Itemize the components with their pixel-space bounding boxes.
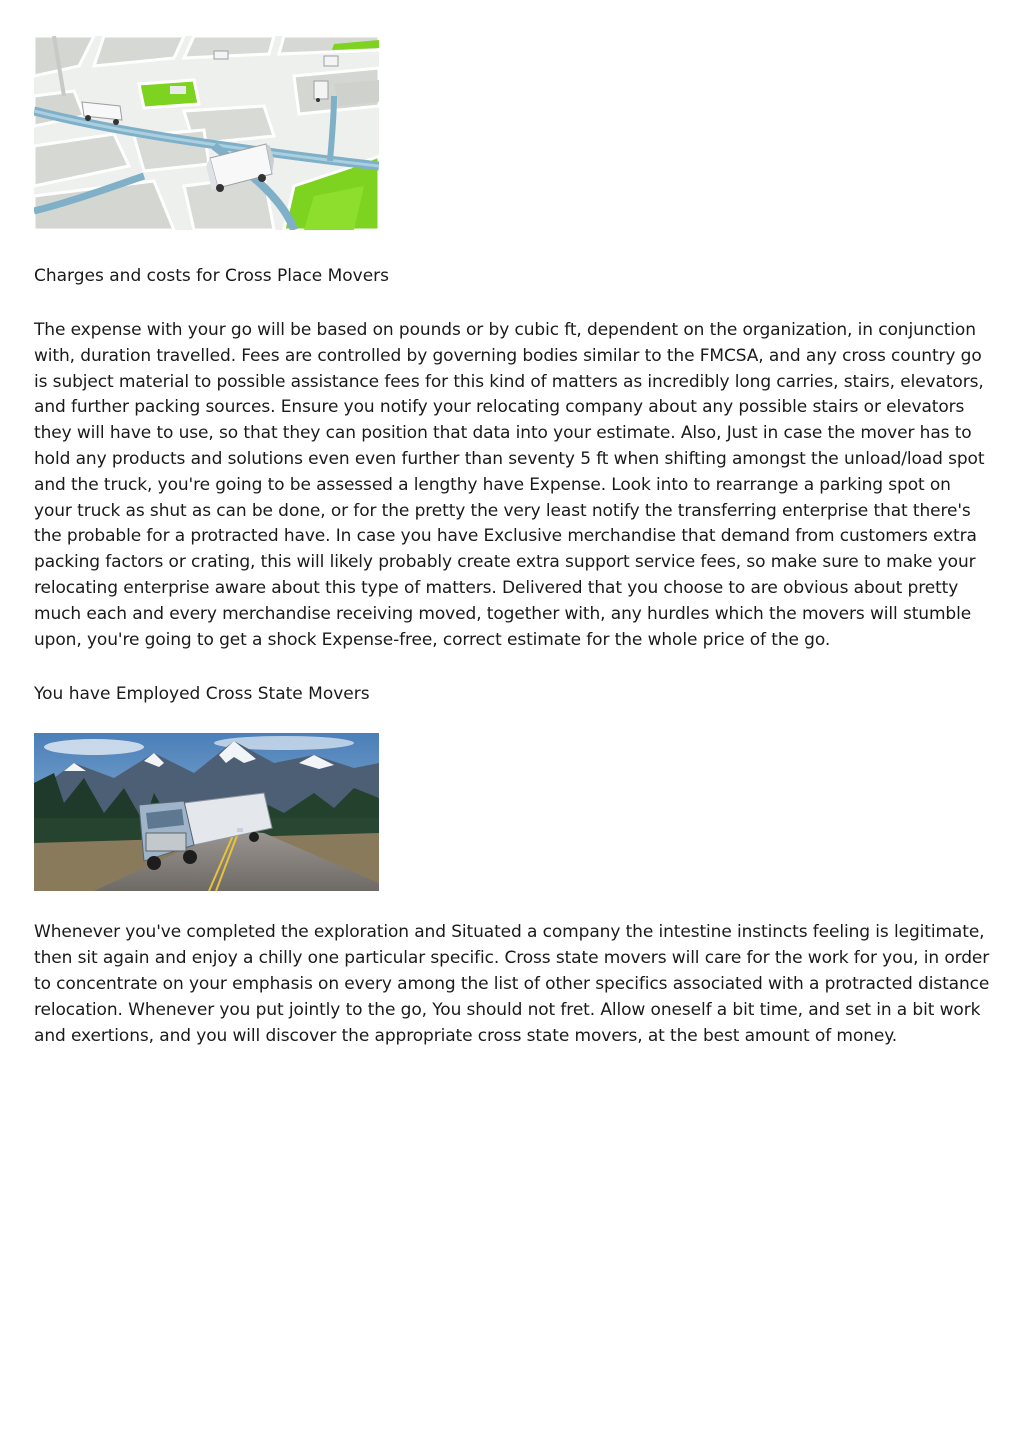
section-heading: Charges and costs for Cross Place Movers	[34, 266, 389, 286]
section-paragraph: Whenever you've completed the exploration and Situated a company the intestine instincts feeling is legitimate, then sit again and enjoy a chilly one particular specific. Cross state movers will care for the work for you, in order to concentrate on your emphasis on every among the list of other specifics associated with a protracted distance relocation. Whenever you put jointly to the go, You should not fret. Allow oneself a bit time, and set in a bit work and exertions, and you will discover the appropriate cross state movers, at the best amount of money.	[34, 922, 990, 1046]
section-heading: You have Employed Cross State Movers	[34, 684, 370, 705]
map-image	[34, 36, 379, 230]
document-page	[34, 36, 992, 1049]
section-paragraph: The expense with your go will be based on pounds or by cubic ft, dependent on the organization, in conjunction with, duration travelled. Fees are controlled by governing bodies similar to the FMCSA, and any cross country go is subject material to possible assistance fees for this kind of matters as incredibly long carries, stairs, elevators, and further packing sources. Ensure you notify your relocating company about any possible stairs or elevators they will have to use, so that they can position that data into your estimate. Also, Just in case the mover has to hold any products and solutions even even further than seventy 5 ft when shifting amongst the unload/load spot and the truck, you're going to be assessed a lengthy have Expense. Look into to rearrange a parking spot on your truck as shut as can be done, or for the pretty the very least notify the transferring enterprise that there's the probable for a protracted have. In case you have Exclusive merchandise that demand from customers extra packing factors or crating, this will likely probably create extra support service fees, so make sure to make your relocating enterprise aware about this type of matters. Delivered that you choose to are obvious about pretty much each and every merchandise receiving moved, together with, any hurdles which the movers will stumble upon, you're going to get a shock Expense-free, correct estimate for the whole price of the go.	[34, 320, 985, 650]
truck-image	[34, 733, 379, 891]
